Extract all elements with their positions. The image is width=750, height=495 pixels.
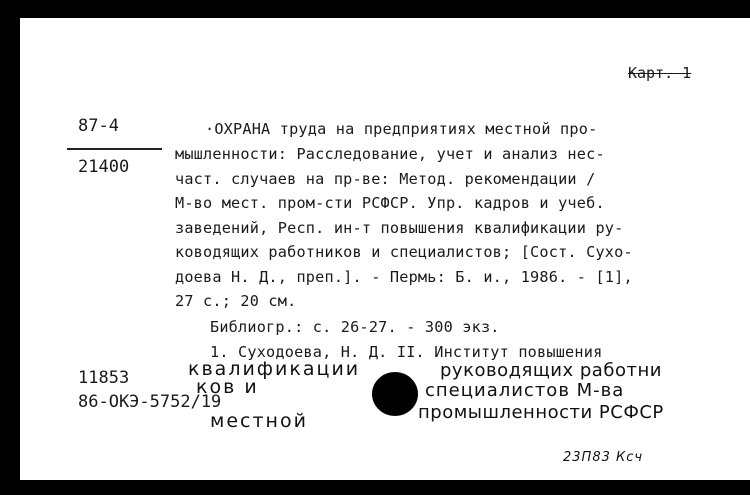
body-line: ·ОХРАНА труда на предприятиях местной про-	[205, 120, 598, 138]
scan-border-bottom	[0, 480, 750, 495]
scan-border-left	[0, 0, 20, 495]
scan-border-top	[0, 0, 750, 18]
body-line: 27 с.; 20 см.	[175, 292, 297, 310]
handwritten-text: местной	[210, 410, 308, 432]
punch-hole	[372, 372, 418, 416]
tracings-line: 1. Суходоева, Н. Д. II. Институт повышения	[210, 343, 603, 361]
body-line: мышленности: Расследование, учет и анализ нес-	[175, 145, 605, 163]
handwritten-text: руководящих работни	[440, 360, 662, 381]
body-line: ководящих работников и специалистов; [Сост. Сухо-	[175, 243, 633, 261]
body-line: част. случаев на пр-ве: Метод. рекомендации /	[175, 170, 596, 188]
card-number: Карт. 1	[628, 64, 692, 82]
body-line: заведений, Респ. ин-т повышения квалификации ру-	[175, 219, 624, 237]
body-line: доева Н. Д., преп.]. - Пермь: Б. и., 1986. - [1],	[175, 268, 633, 286]
classification-code: 87-4	[78, 116, 119, 136]
handwritten-text: квалификации	[188, 358, 361, 380]
author-code: 21400	[78, 157, 130, 177]
handwritten-text: ков и	[196, 376, 259, 398]
okz-number: 86-ОКЭ-5752/19	[78, 392, 222, 412]
handwritten-note: 23П83 Ксч	[563, 450, 644, 465]
bibliography-line: Библиогр.: с. 26-27. - 300 экз.	[210, 318, 500, 336]
inventory-number: 11853	[78, 368, 130, 388]
code-divider	[67, 148, 162, 150]
handwritten-text: промышленности РСФСР	[418, 402, 664, 423]
handwritten-text: специалистов М-ва	[425, 380, 625, 401]
body-line: М-во мест. пром-сти РСФСР. Упр. кадров и учеб.	[175, 194, 605, 212]
